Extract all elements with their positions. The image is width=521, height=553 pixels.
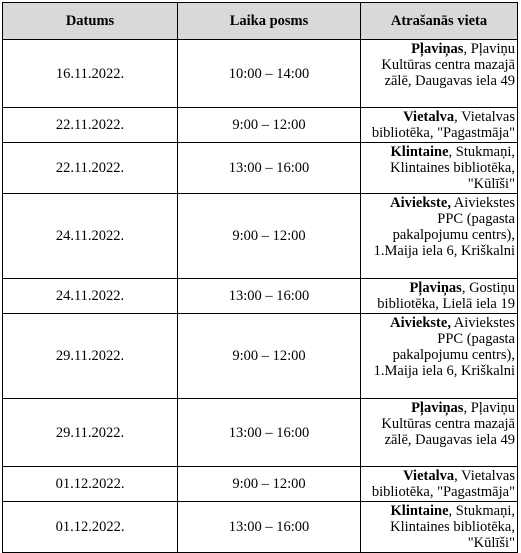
date-cell: 01.12.2022. bbox=[3, 467, 178, 502]
location-cell bbox=[361, 502, 518, 553]
date-cell: 01.12.2022. bbox=[3, 502, 178, 553]
location-line bbox=[364, 195, 515, 211]
place-name: Vietalva bbox=[403, 468, 455, 484]
date-cell: 24.11.2022. bbox=[3, 279, 178, 314]
place-name: Pļaviņas bbox=[409, 280, 462, 296]
location-line: zālē, Daugavas iela 49 bbox=[384, 73, 515, 89]
location-line: PPC (pagasta bbox=[437, 211, 515, 227]
time-cell: 9:00 – 12:00 bbox=[178, 467, 361, 502]
location-line: Klintaines bibliotēka, bbox=[390, 160, 515, 176]
location-detail: , Pļaviņu bbox=[463, 400, 515, 416]
location-detail: Aiviekstes bbox=[450, 195, 515, 211]
table-row bbox=[3, 40, 518, 108]
time-cell: 9:00 – 12:00 bbox=[178, 194, 361, 279]
location-cell bbox=[361, 467, 518, 502]
location-cell bbox=[361, 143, 518, 194]
time-cell: 13:00 – 16:00 bbox=[178, 502, 361, 553]
location-line bbox=[364, 315, 515, 331]
location-line: 1.Maija iela 6, Kriškalni bbox=[373, 363, 515, 379]
location-cell bbox=[361, 314, 518, 399]
location-detail: , Gostiņu bbox=[461, 280, 515, 296]
location-cell bbox=[361, 108, 518, 143]
location-line: pakalpojumu centrs), bbox=[392, 227, 515, 243]
date-cell: 22.11.2022. bbox=[3, 143, 178, 194]
time-cell: 9:00 – 12:00 bbox=[178, 314, 361, 399]
place-name: Klintaine bbox=[390, 503, 449, 519]
location-line: Kultūras centra mazajā bbox=[381, 57, 515, 73]
location-line: 1.Maija iela 6, Kriškalni bbox=[373, 243, 515, 259]
place-name: Aiviekste, bbox=[390, 315, 451, 331]
location-line bbox=[364, 468, 515, 484]
location-line: bibliotēka, Lielā iela 19 bbox=[377, 296, 515, 312]
place-name: Klintaine bbox=[390, 144, 449, 160]
table-row bbox=[3, 399, 518, 467]
location-line bbox=[364, 109, 515, 125]
date-cell: 24.11.2022. bbox=[3, 194, 178, 279]
place-name: Pļaviņas bbox=[411, 400, 464, 416]
location-line bbox=[364, 144, 515, 160]
location-cell bbox=[361, 194, 518, 279]
date-cell: 29.11.2022. bbox=[3, 314, 178, 399]
location-line: bibliotēka, "Pagastmāja" bbox=[371, 484, 515, 500]
location-line: Kultūras centra mazajā bbox=[381, 416, 515, 432]
time-cell: 10:00 – 14:00 bbox=[178, 40, 361, 108]
schedule-table bbox=[2, 2, 518, 553]
place-name: Pļaviņas bbox=[411, 41, 464, 57]
location-detail: , Pļaviņu bbox=[463, 41, 515, 57]
place-name: Vietalva bbox=[403, 109, 455, 125]
location-line bbox=[364, 503, 515, 519]
table-row bbox=[3, 502, 518, 553]
location-detail: , Vietalvas bbox=[454, 109, 515, 125]
location-detail: , Stukmaņi, bbox=[448, 503, 515, 519]
location-line: pakalpojumu centrs), bbox=[392, 347, 515, 363]
location-detail: , Vietalvas bbox=[454, 468, 515, 484]
table-row bbox=[3, 143, 518, 194]
location-line bbox=[364, 280, 515, 296]
column-header-date: Datums bbox=[3, 3, 178, 40]
location-cell bbox=[361, 40, 518, 108]
column-header-location: Atrašanās vieta bbox=[361, 3, 518, 40]
date-cell: 22.11.2022. bbox=[3, 108, 178, 143]
location-line: "Kūlīši" bbox=[467, 176, 515, 192]
table-row bbox=[3, 467, 518, 502]
location-line: zālē, Daugavas iela 49 bbox=[384, 432, 515, 448]
table-row bbox=[3, 279, 518, 314]
date-cell: 29.11.2022. bbox=[3, 399, 178, 467]
location-line: Klintaines bibliotēka, bbox=[390, 519, 515, 535]
location-line: bibliotēka, "Pagastmāja" bbox=[371, 125, 515, 141]
table-row bbox=[3, 194, 518, 279]
place-name: Aiviekste, bbox=[390, 195, 451, 211]
time-cell: 13:00 – 16:00 bbox=[178, 399, 361, 467]
time-cell: 9:00 – 12:00 bbox=[178, 108, 361, 143]
location-line: PPC (pagasta bbox=[437, 331, 515, 347]
location-line bbox=[364, 400, 515, 416]
location-detail: Aiviekstes bbox=[450, 315, 515, 331]
date-cell: 16.11.2022. bbox=[3, 40, 178, 108]
location-line: "Kūlīši" bbox=[467, 535, 515, 551]
column-header-time: Laika posms bbox=[178, 3, 361, 40]
time-cell: 13:00 – 16:00 bbox=[178, 279, 361, 314]
location-detail: , Stukmaņi, bbox=[448, 144, 515, 160]
location-line bbox=[364, 41, 515, 57]
location-cell bbox=[361, 399, 518, 467]
table-row bbox=[3, 108, 518, 143]
location-cell bbox=[361, 279, 518, 314]
table-row bbox=[3, 314, 518, 399]
header-row bbox=[3, 3, 518, 40]
time-cell: 13:00 – 16:00 bbox=[178, 143, 361, 194]
